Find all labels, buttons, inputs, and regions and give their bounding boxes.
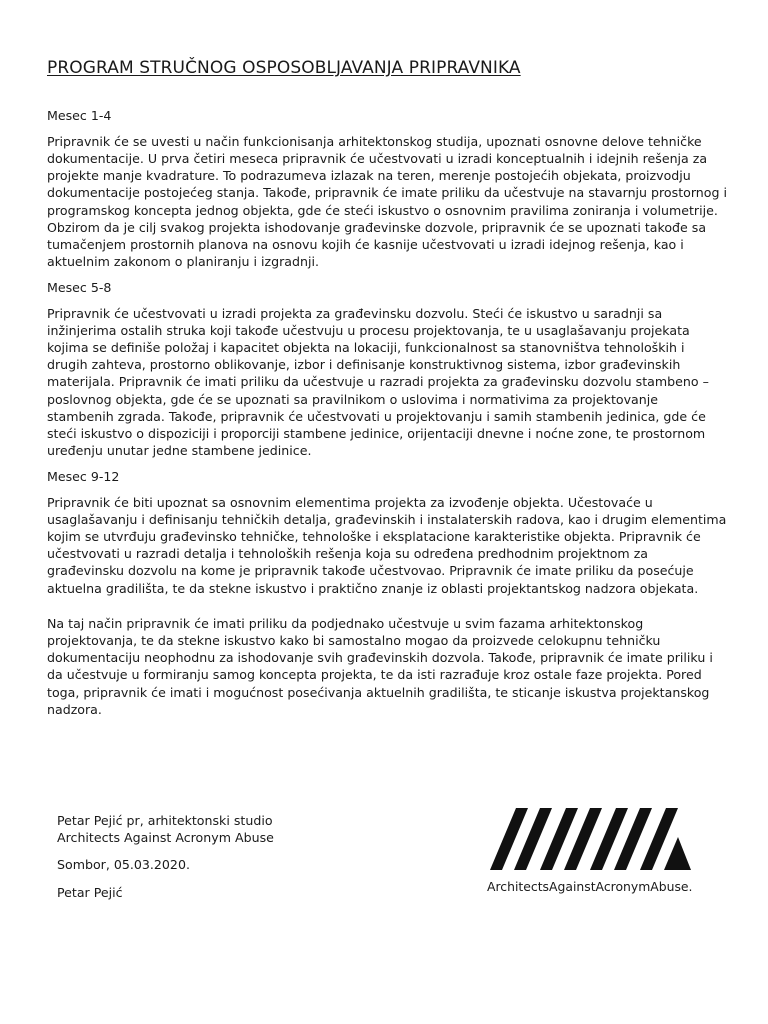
signature-block	[57, 812, 274, 901]
section-paragraph-months-5-8: Pripravnik će učestvovati u izradi projekta za građevinsku dozvolu. Steći će iskustvo u saradnji sa inžinjerima ostalih struka koji takođe učestvuju u procesu projektovanja, te u usaglašavanju projekata kojima se definiše položaj i kapacitet objekta na lokaciji, funkcionalnost sa stanovništva tehnoloških i drugih zahteva, prostorno oblikovanje, izbor i definisanje konstruktivnog sistema, izbor građevinskih materijala. Pripravnik će imati priliku da učestvuje u razradi projekta za građevinsku dozvolu stambeno – poslovnog objekta, gde će se upoznati sa pravilnikom o uslovima i normativima za projektovanje stambenih zgrada. Takođe, pripravnik će učestvovati u projektovanju i samih stambenih jedinica, gde će steći iskustvo o dispoziciji i proporciji stambene jedinice, orijentaciji dnevne i noćne zone, te prostornom uređenju unutar jedne stambene jedinice.	[47, 305, 709, 459]
document-title: PROGRAM STRUČNOG OSPOSOBLJAVANJA PRIPRAVNIKA	[47, 58, 521, 78]
section-heading-months-9-12: Mesec 9-12	[47, 468, 120, 484]
section-paragraph-months-1-4: Pripravnik će se uvesti u način funkcionisanja arhitektonskog studija, upoznati osnovne delove tehničke dokumentacije. U prva četiri meseca pripravnik će učestvovati u izradi konceptualnih i idejnih rešenja za projekte manje kvadrature. To podrazumeva izlazak na teren, merenje postojećih objekata, proizvodju dokumentacije postojećeg stanja. Takođe, pripravnik će imate priliku da učestvuje na stavarnju prostornog i programskog koncepta jednog objekta, gde će steći iskustvo o osnovnim pravilima zoniranja i volumetrije. Obzirom da je cilj svakog projekta ishodovanje građevinske dozvole, pripravnik će se upoznati takođe sa tumačenjem prostornih planova na osnovu kojih će kasnije učestvovati u izradi idejnog rešenja, kao i aktuelnim zakonom o planiranju i izgradnji.	[47, 133, 727, 270]
document-body	[47, 107, 727, 727]
studio-subtitle: Architects Against Acronym Abuse	[57, 830, 274, 846]
section-heading-months-5-8: Mesec 5-8	[47, 279, 112, 295]
closing-paragraph: Na taj način pripravnik će imati priliku da podjednako učestvuje u svim fazama arhitektonskog projektovanja, te da stekne iskustvo kako bi samostalno mogao da proizvede celokupnu tehničku dokumentaciju neophodnu za ishodovanje svih građevinskih dozvola. Takođe, pripravnik će imate priliku i da učestvuje u formiranju samog koncepta projekta, te da isti razrađuje kroz ostale faze projekta. Pored toga, pripravnik će imati i mogućnost posećivanja aktuelnih gradilišta, te sticanje iskustva projektanskog nadzora.	[47, 615, 713, 717]
section-paragraph-months-9-12: Pripravnik će biti upoznat sa osnovnim elementima projekta za izvođenje objekta. Učestovaće u usaglašavanju i definisanju tehničkih detalja, građevinskih i instalaterskih radova, kao i drugim elementima kojim se utvrđuju građevinsko tehničke, tehnološke i eksplatacione karakteristike objekta. Pripravnik će učestvovati u razradi detalja i tehnoloških rešenja koja su određena predhodnim projektnom za građevinsku dozvolu na kome je pripravnik takođe učestvovao. Pripravnik će imate priliku da posećuje aktuelna gradilišta, te da stekne iskustvo i praktično znanje iz oblasti projektantskog nadzora objekata.	[47, 494, 727, 596]
signatory-name: Petar Pejić	[57, 884, 123, 900]
place-and-date: Sombor, 05.03.2020.	[57, 857, 190, 873]
section-heading-months-1-4: Mesec 1-4	[47, 108, 112, 123]
studio-name: Petar Pejić pr, arhitektonski studio	[57, 813, 273, 828]
logo-wordmark: ArchitectsAgainstAcronymAbuse.	[487, 879, 693, 894]
chevron-stripes-logo-icon	[486, 804, 696, 872]
